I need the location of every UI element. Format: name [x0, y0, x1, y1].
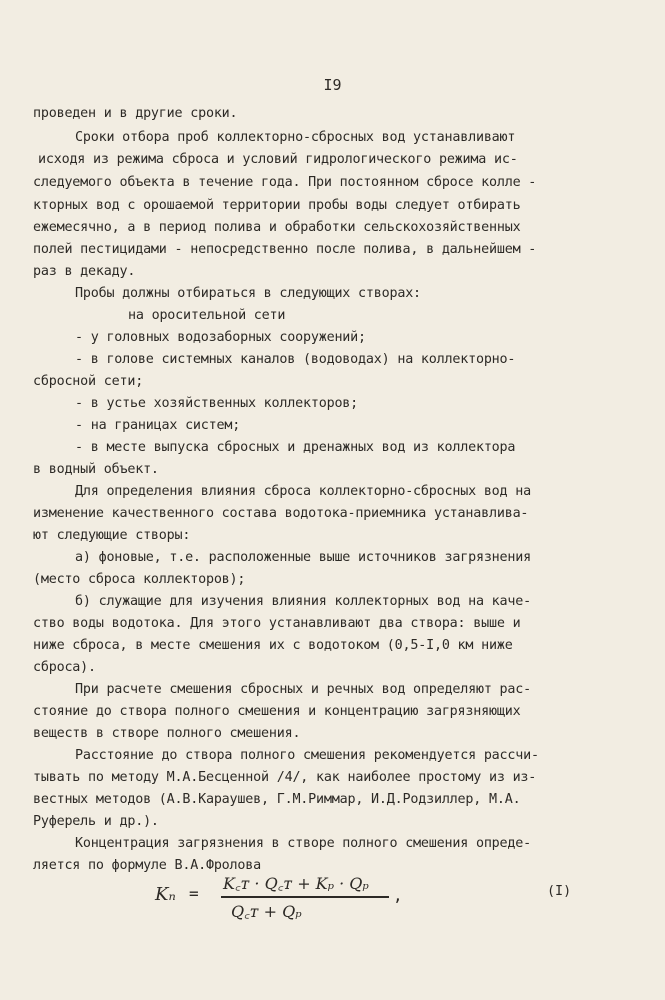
text-line: веществ в створе полного смешения.: [33, 726, 301, 741]
text-line: стояние до створа полного смешения и концентрацию загрязняющих: [33, 704, 521, 719]
formula-comma: ,: [393, 886, 403, 905]
text-line: ниже сброса, в месте смешения их с водотоком (0,5-I,0 км ниже: [33, 638, 513, 653]
text-line: проведен и в другие сроки.: [33, 106, 238, 121]
text-line: Руферель и др.).: [33, 814, 159, 829]
text-line: исходя из режима сброса и условий гидрологического режима ис-: [38, 152, 518, 167]
text-line: кторных вод с орошаемой территории пробы воды следует отбирать: [33, 198, 521, 213]
text-line: вестных методов (А.В.Караушев, Г.М.Риммар, И.Д.Родзиллер, М.А.: [33, 792, 521, 807]
text-line: сбросной сети;: [33, 374, 144, 389]
text-line: на оросительной сети: [128, 308, 286, 323]
concentration-formula: [155, 870, 615, 930]
text-line: следуемого объекта в течение года. При постоянном сбросе колле -: [33, 175, 537, 190]
text-line: ляется по формуле В.А.Фролова: [33, 858, 261, 873]
text-line: - в устье хозяйственных коллекторов;: [75, 396, 359, 411]
text-line: - в месте выпуска сбросных и дренажных вод из коллектора: [75, 440, 516, 455]
text-line: При расчете смешения сбросных и речных вод определяют рас-: [75, 682, 531, 697]
text-line: изменение качественного состава водотока-приемника устанавлива-: [33, 506, 529, 521]
text-line: Расстояние до створа полного смешения рекомендуется рассчи-: [75, 748, 539, 763]
text-line: (место сброса коллекторов);: [33, 572, 246, 587]
fraction-bar: [221, 896, 389, 898]
text-line: в водный объект.: [33, 462, 159, 477]
text-line: ство воды водотока. Для этого устанавливают два створа: выше и: [33, 616, 521, 631]
formula-number: (I): [547, 884, 572, 899]
text-line: ют следующие створы:: [33, 528, 191, 543]
text-line: а) фоновые, т.е. расположенные выше источников загрязнения: [75, 550, 531, 565]
text-line: тывать по методу М.А.Бесценной /4/, как наиболее простому из из-: [33, 770, 537, 785]
page-number: I9: [323, 76, 342, 94]
text-line: ежемесячно, а в период полива и обработки сельскохозяйственных: [33, 220, 521, 235]
text-line: Пробы должны отбираться в следующих створах:: [75, 286, 421, 301]
formula-denominator: Q꜀ᴛ + Qₚ: [231, 902, 302, 921]
text-line: Для определения влияния сброса коллекторно-сбросных вод на: [75, 484, 531, 499]
formula-equals: =: [189, 884, 199, 903]
text-line: Концентрация загрязнения в створе полного смешения опреде-: [75, 836, 531, 851]
text-line: Сроки отбора проб коллекторно-сбросных вод устанавливают: [75, 130, 516, 145]
text-line: - в голове системных каналов (водоводах) на коллекторно-: [75, 352, 516, 367]
text-line: сброса).: [33, 660, 96, 675]
text-line: - у головных водозаборных сооружений;: [75, 330, 366, 345]
text-line: полей пестицидами - непосредственно после полива, в дальнейшем -: [33, 242, 537, 257]
text-line: - на границах систем;: [75, 418, 241, 433]
text-line: раз в декаду.: [33, 264, 136, 279]
text-line: б) служащие для изучения влияния коллекторных вод на каче-: [75, 594, 531, 609]
formula-numerator: K꜀ᴛ · Q꜀ᴛ + Kₚ · Qₚ: [223, 874, 369, 893]
formula-lhs: Kₙ: [155, 884, 176, 905]
